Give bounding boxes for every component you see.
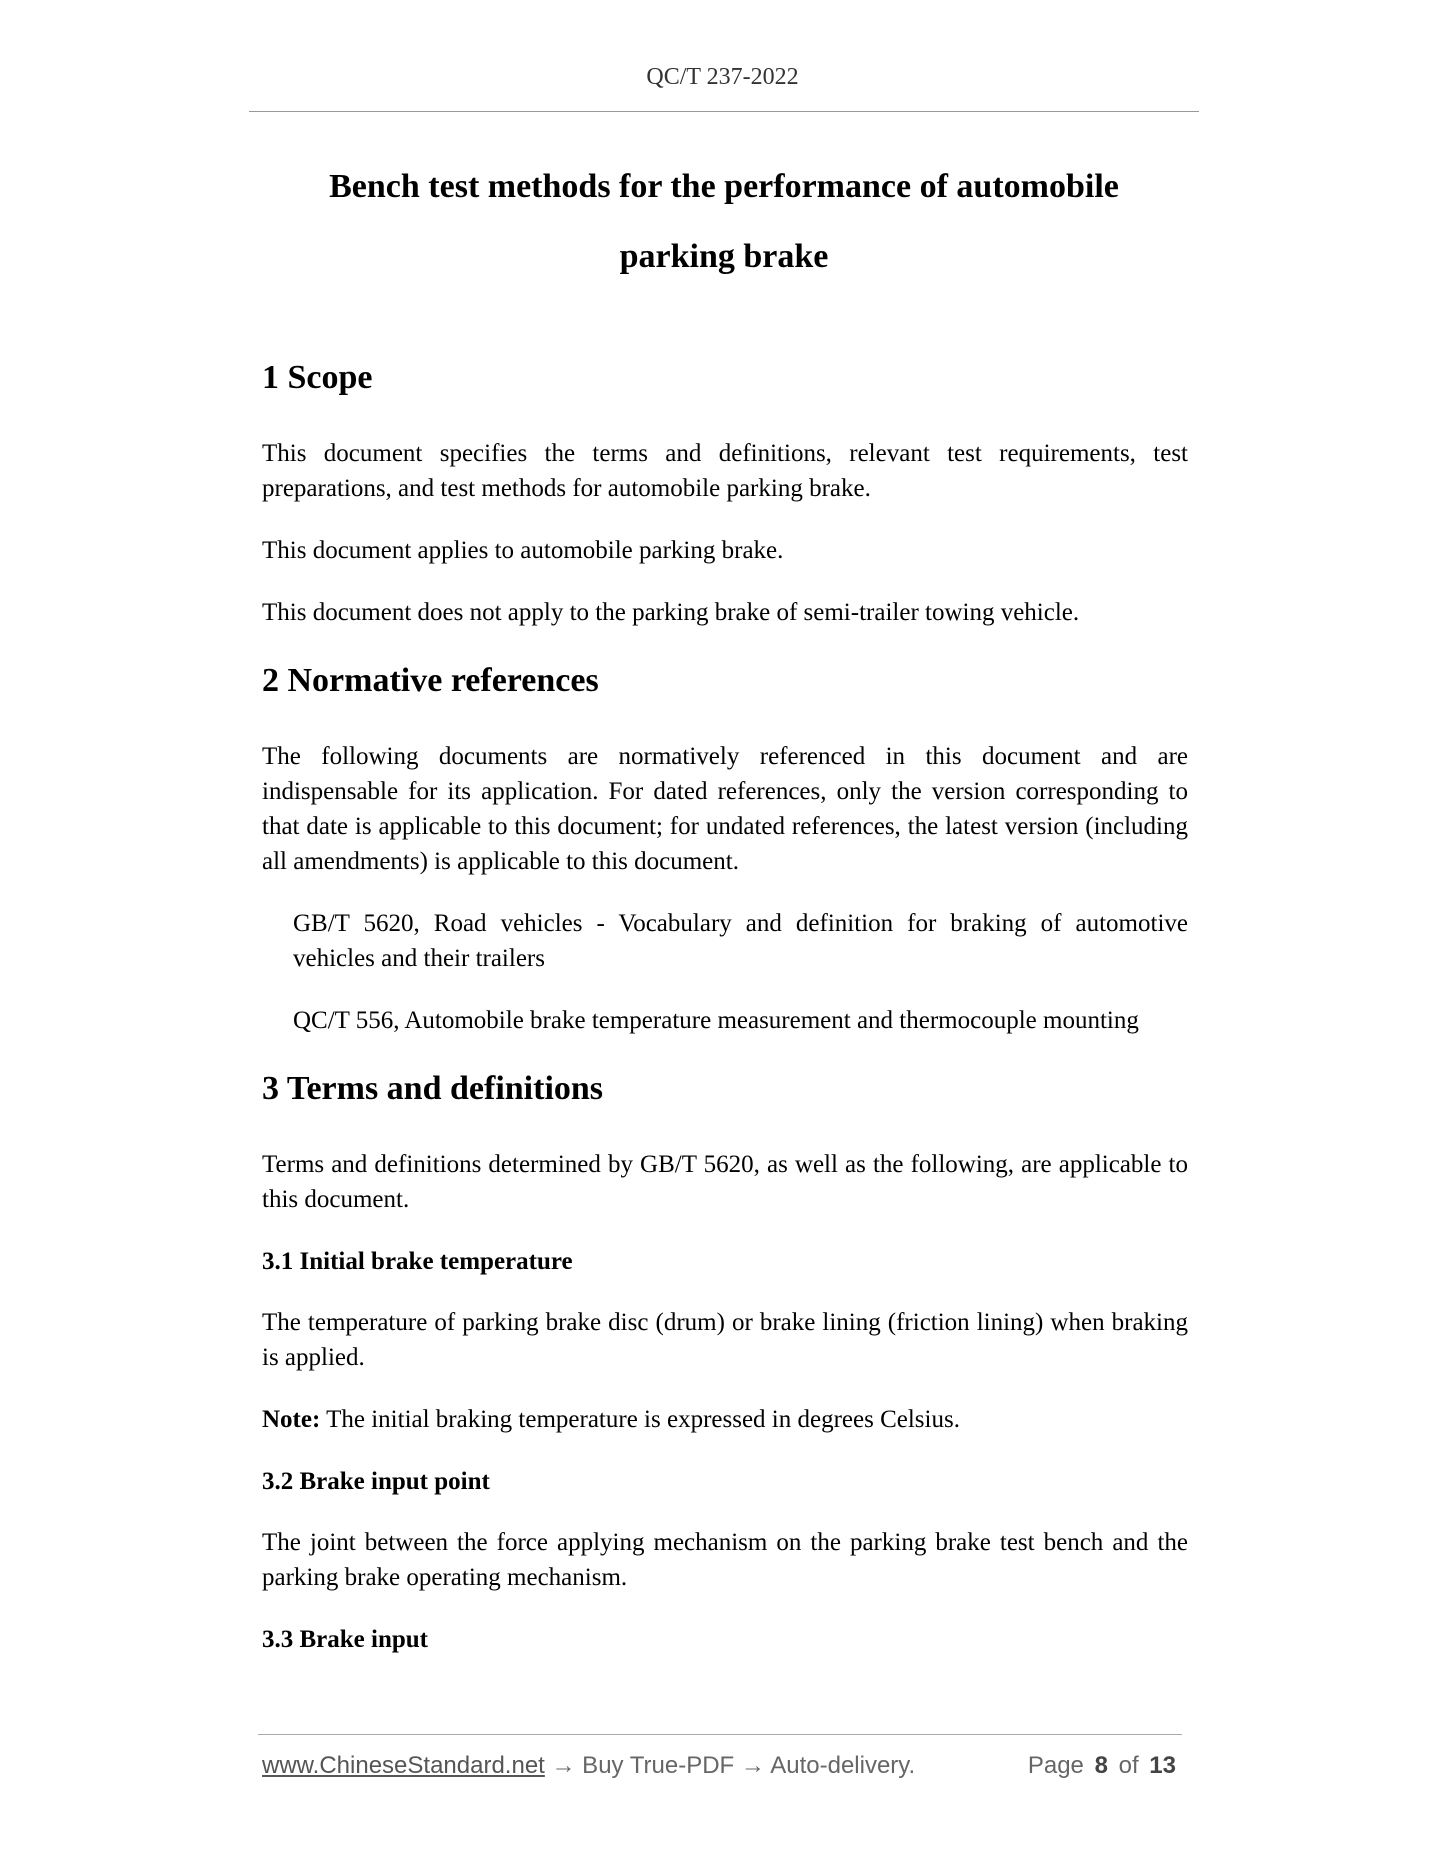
document-body [262,354,1188,1683]
footer-divider [258,1734,1182,1735]
current-page-number: 8 [1094,1752,1108,1779]
reference-item: QC/T 556, Automobile brake temperature measurement and thermocouple mounting [293,1007,1139,1034]
page-label: Page [1027,1752,1084,1779]
document-title [249,152,1199,292]
page-footer [262,1752,1180,1780]
title-line-2: parking brake [619,238,829,275]
note-text: The initial braking temperature is expressed in degrees Celsius. [320,1406,960,1433]
normative-paragraph: The following documents are normatively referenced in this document and are indispensable for its application. For dated references, only the version corresponding to that date is applicable to this document; for undated references, the latest version (including all amendments) is applicable to this document. [262,743,1188,875]
note-label: Note: [262,1406,321,1433]
document-code-header: QC/T 237-2022 [646,64,799,90]
term-heading-3-2: 3.2 Brake input point [262,1468,490,1495]
term-definition-3-2: The joint between the force applying mechanism on the parking brake test bench and the parking brake operating mechanism. [262,1529,1188,1591]
term-heading-3-1: 3.1 Initial brake temperature [262,1248,573,1275]
page-indicator [1028,1752,1180,1780]
total-page-number: 13 [1149,1752,1176,1779]
term-definition-3-1: The temperature of parking brake disc (drum) or brake lining (friction lining) when braking is applied. [262,1309,1188,1371]
scope-paragraph-3: This document does not apply to the parking brake of semi-trailer towing vehicle. [262,599,1080,626]
terms-paragraph: Terms and definitions determined by GB/T 5620, as well as the following, are applicable to this document. [262,1151,1188,1213]
footer-tagline: → Buy True-PDF → Auto-delivery. [544,1752,916,1779]
website-link[interactable]: www.ChineseStandard.net [262,1752,545,1779]
term-note-3-1 [262,1402,1188,1437]
scope-paragraph-1: This document specifies the terms and definitions, relevant test requirements, test preparations, and test methods for automobile parking brake. [262,440,1188,502]
section-heading-terms: 3 Terms and definitions [262,1070,604,1107]
section-heading-scope: 1 Scope [262,359,373,396]
term-heading-3-3: 3.3 Brake input [262,1626,429,1653]
scope-paragraph-2: This document applies to automobile parking brake. [262,537,784,564]
section-heading-normative-references: 2 Normative references [262,662,599,699]
reference-item: GB/T 5620, Road vehicles - Vocabulary and definition for braking of automotive vehicles and their trailers [293,910,1188,972]
page-of-label: of [1118,1752,1139,1779]
header-divider [249,111,1199,112]
title-line-1: Bench test methods for the performance of automobile [329,168,1119,205]
